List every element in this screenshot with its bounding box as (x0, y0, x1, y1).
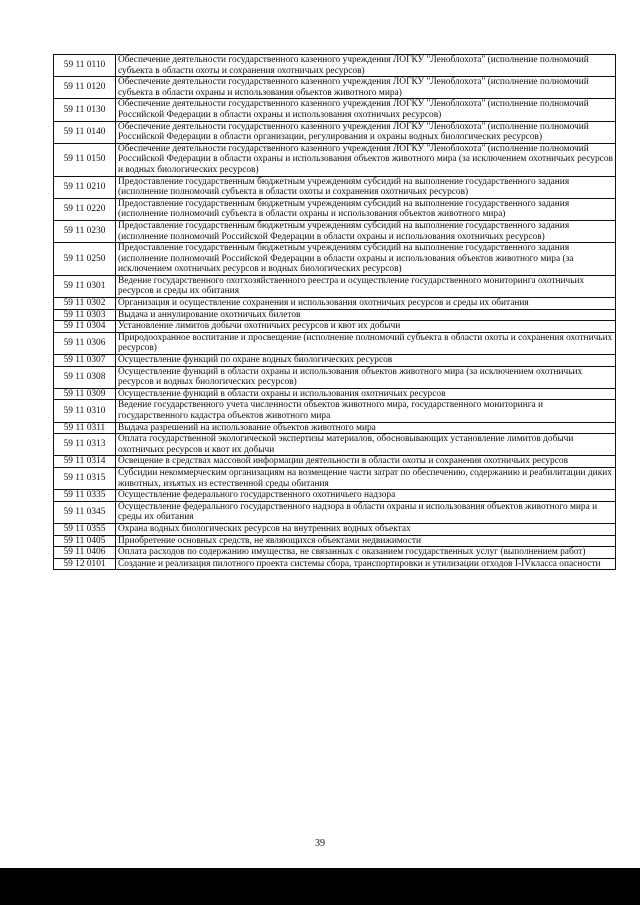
table-row (54, 355, 616, 367)
table-row (54, 176, 616, 198)
table-row (54, 143, 616, 176)
row-code-cell: 59 11 0306 (54, 332, 116, 354)
row-description-cell: Предоставление государственным бюджетным учреждениям субсидий на выполнение государственного задания (исполнение полномочий Российской Федерации в области охраны и использования охотничьих ресурсов) (116, 220, 616, 242)
table-row (54, 99, 616, 121)
table-row (54, 121, 616, 143)
table-row (54, 523, 616, 535)
row-description-cell: Создание и реализация пилотного проекта системы сбора, транспортировки и утилизации отходов I-IVкласса опасности (116, 558, 616, 570)
table-row (54, 77, 616, 99)
row-code-cell: 59 11 0313 (54, 434, 116, 456)
row-description-cell: Осуществление федерального государственного надзора в области охраны и использования объектов животного мира и среды их обитания (116, 501, 616, 523)
table-row (54, 501, 616, 523)
table-row (54, 535, 616, 547)
table-row (54, 456, 616, 468)
table-row (54, 490, 616, 502)
row-description-cell: Обеспечение деятельности государственного казенного учреждения ЛОГКУ "Леноблохота" (исполнение полномочий Российской Федерации в области организации, регулирования и охраны водных биологических ресурсов) (116, 121, 616, 143)
row-code-cell: 59 11 0302 (54, 298, 116, 310)
row-code-cell: 59 11 0405 (54, 535, 116, 547)
row-description-cell: Ведение государственного охотхозяйственного реестра и осуществление государственного мониторинга охотничьих ресурсов и среды их обитания (116, 275, 616, 297)
table-row (54, 388, 616, 400)
row-description-cell: Обеспечение деятельности государственного казенного учреждения ЛОГКУ "Леноблохота" (исполнение полномочий Российской Федерации в области охраны и использования охотничьих ресурсов) (116, 99, 616, 121)
row-code-cell: 59 11 0250 (54, 243, 116, 276)
row-description-cell: Предоставление государственным бюджетным учреждениям субсидий на выполнение государственного задания (исполнение полномочий Российской Федерации в области охраны и использования объектов животного мира (за исключением охотничьих ресурсов и водных биологических ресурсов) (116, 243, 616, 276)
row-code-cell: 59 11 0355 (54, 523, 116, 535)
row-code-cell: 59 11 0303 (54, 309, 116, 321)
row-code-cell: 59 12 0101 (54, 558, 116, 570)
row-description-cell: Предоставление государственным бюджетным учреждениям субсидий на выполнение государственного задания (исполнение полномочий субъекта в области охоты и сохранения охотничьих ресурсов) (116, 176, 616, 198)
table-row (54, 558, 616, 570)
row-code-cell: 59 11 0335 (54, 490, 116, 502)
row-code-cell: 59 11 0311 (54, 422, 116, 434)
row-description-cell: Выдача и аннулирование охотничьих билетов (116, 309, 616, 321)
row-code-cell: 59 11 0309 (54, 388, 116, 400)
row-code-cell: 59 11 0130 (54, 99, 116, 121)
row-code-cell: 59 11 0110 (54, 55, 116, 77)
row-code-cell: 59 11 0210 (54, 176, 116, 198)
row-code-cell: 59 11 0307 (54, 355, 116, 367)
row-description-cell: Выдача разрешений на использование объектов животного мира (116, 422, 616, 434)
row-description-cell: Обеспечение деятельности государственного казенного учреждения ЛОГКУ "Леноблохота" (исполнение полномочий субъекта в области охоты и сохранения охотничьих ресурсов) (116, 55, 616, 77)
row-code-cell: 59 11 0220 (54, 198, 116, 220)
budget-codes-table (53, 54, 616, 570)
table-row (54, 400, 616, 422)
row-description-cell: Ведение государственного учета численности объектов животного мира, государственного мониторинга и государственного кадастра объектов животного мира (116, 400, 616, 422)
row-description-cell: Оплата государственной экологической экспертизы материалов, обосновывающих установление лимитов добычи охотничьих ресурсов и квот их добычи (116, 434, 616, 456)
table-row (54, 332, 616, 354)
row-description-cell: Осуществление функций по охране водных биологических ресурсов (116, 355, 616, 367)
table-row (54, 220, 616, 242)
table-row (54, 55, 616, 77)
row-description-cell: Обеспечение деятельности государственного казенного учреждения ЛОГКУ "Леноблохота" (исполнение полномочий Российской Федерации в области охраны и использования объектов животного мира (за исключением охотничьих ресурсов и водных биологических ресурсов) (116, 143, 616, 176)
page-number: 39 (315, 838, 325, 849)
table-row (54, 243, 616, 276)
row-description-cell: Осуществление федерального государственного охотничьего надзора (116, 490, 616, 502)
table-row (54, 275, 616, 297)
table-row (54, 467, 616, 489)
row-code-cell: 59 11 0301 (54, 275, 116, 297)
row-code-cell: 59 11 0230 (54, 220, 116, 242)
row-code-cell: 59 11 0120 (54, 77, 116, 99)
row-code-cell: 59 11 0150 (54, 143, 116, 176)
row-code-cell: 59 11 0308 (54, 366, 116, 388)
row-code-cell: 59 11 0314 (54, 456, 116, 468)
row-code-cell: 59 11 0406 (54, 547, 116, 559)
row-description-cell: Обеспечение деятельности государственного казенного учреждения ЛОГКУ "Леноблохота" (исполнение полномочий субъекта в области охраны и использования объектов животного мира) (116, 77, 616, 99)
row-description-cell: Установление лимитов добычи охотничьих ресурсов и квот их добычи (116, 321, 616, 333)
table-row (54, 198, 616, 220)
row-code-cell: 59 11 0345 (54, 501, 116, 523)
row-description-cell: Оплата расходов по содержанию имущества, не связанных с оказанием государственных услуг (выполнением работ) (116, 547, 616, 559)
row-code-cell: 59 11 0140 (54, 121, 116, 143)
row-code-cell: 59 11 0304 (54, 321, 116, 333)
row-description-cell: Природоохранное воспитание и просвещение (исполнение полномочий субъекта в области охоты и сохранения охотничьих ресурсов) (116, 332, 616, 354)
table-row (54, 366, 616, 388)
row-description-cell: Субсидии некоммерческим организациям на возмещение части затрат по обеспечению, содержанию и реабилитации диких животных, изъятых из естественной среды обитания (116, 467, 616, 489)
row-description-cell: Предоставление государственным бюджетным учреждениям субсидий на выполнение государственного задания (исполнение полномочий субъекта в области охраны и использования объектов животного мира) (116, 198, 616, 220)
row-code-cell: 59 11 0315 (54, 467, 116, 489)
row-description-cell: Освещение в средствах массовой информации деятельности в области охоты и сохранения охотничьих ресурсов (116, 456, 616, 468)
table-row (54, 298, 616, 310)
table-body (54, 55, 616, 570)
row-description-cell: Охрана водных биологических ресурсов на внутренних водных объектах (116, 523, 616, 535)
table-row (54, 434, 616, 456)
row-code-cell: 59 11 0310 (54, 400, 116, 422)
table-row (54, 309, 616, 321)
row-description-cell: Организация и осуществление сохранения и использования охотничьих ресурсов и среды их обитания (116, 298, 616, 310)
table-row (54, 422, 616, 434)
row-description-cell: Приобретение основных средств, не являющихся объектами недвижимости (116, 535, 616, 547)
row-description-cell: Осуществление функций в области охраны и использования охотничьих ресурсов (116, 388, 616, 400)
scan-edge-bar (0, 868, 640, 905)
row-description-cell: Осуществление функций в области охраны и использования объектов животного мира (за исключением охотничьих ресурсов и водных биологических ресурсов) (116, 366, 616, 388)
table-row (54, 547, 616, 559)
table-row (54, 321, 616, 333)
